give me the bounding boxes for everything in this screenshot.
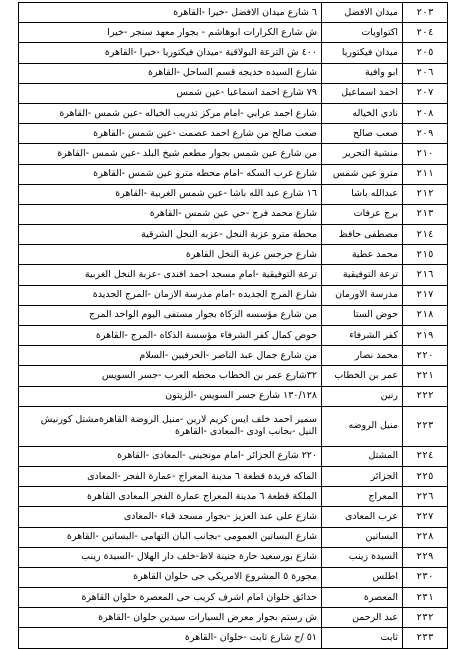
row-number-cell: ٢٢٣ <box>403 406 448 446</box>
address-cell: شارع المرج الجديده -امام مدرسة الازمان -المرج الجديدة <box>19 285 322 305</box>
table-row <box>19 386 448 406</box>
table-row <box>19 184 448 204</box>
row-number-cell: ٢١٩ <box>403 326 448 346</box>
row-number-cell: ٢١٦ <box>403 265 448 285</box>
table-row <box>19 144 448 164</box>
table-row <box>19 245 448 265</box>
branch-name-cell: صعب صالح <box>322 124 403 144</box>
row-number-cell: ٢٢٤ <box>403 446 448 466</box>
branch-name-cell: منيل الروضه <box>322 406 403 446</box>
table-row <box>19 487 448 507</box>
row-number-cell: ٢١١ <box>403 164 448 184</box>
table-row <box>19 124 448 144</box>
row-number-cell: ٢٢٨ <box>403 527 448 547</box>
row-number-cell: ٢١٥ <box>403 245 448 265</box>
branch-name-cell: ترعة التوفيقية <box>322 265 403 285</box>
branch-name-cell: السيدة زينب <box>322 547 403 567</box>
branch-name-cell: كفر الشرفاء <box>322 326 403 346</box>
address-cell: شارع جرجس عزبة النخل القاهرة <box>19 245 322 265</box>
address-cell: محطة مترو عزبة النخل -عزبه النخل الشرقية <box>19 225 322 245</box>
table-row <box>19 466 448 486</box>
table-row <box>19 406 448 446</box>
row-number-cell: ٢٠٤ <box>403 23 448 43</box>
branch-name-cell: عبد الرحمن <box>322 608 403 628</box>
table-row <box>19 164 448 184</box>
address-cell: شارع احمد عرابي -امام مركز تدريب الخياله -عين شمس -القاهرة <box>19 103 322 123</box>
branch-name-cell: عبدالله باشا <box>322 184 403 204</box>
row-number-cell: ٢٠٩ <box>403 124 448 144</box>
table-row <box>19 588 448 608</box>
table-row <box>19 366 448 386</box>
table-row <box>19 63 448 83</box>
branch-name-cell: نادي الخياله <box>322 103 403 123</box>
table-row <box>19 527 448 547</box>
row-number-cell: ٢٠٦ <box>403 63 448 83</box>
table-row <box>19 628 448 648</box>
branch-name-cell: رنين <box>322 386 403 406</box>
branch-name-cell: مصطفى حافظ <box>322 225 403 245</box>
table-row <box>19 446 448 466</box>
branch-name-cell: عرب المعادى <box>322 507 403 527</box>
table-row <box>19 547 448 567</box>
row-number-cell: ٢١٠ <box>403 144 448 164</box>
branch-name-cell: احمد اسماعيل <box>322 83 403 103</box>
address-cell: من شارع مؤسسه الزكاة بجوار مستفى اليوم الواحد المرج <box>19 305 322 325</box>
address-cell: ١٣٠/١٢٨ شارع جسر السويس -الزيتون <box>19 386 322 406</box>
address-cell: ٣٢شارع عمر بن الخطاب محطه العرب -جسر السويس <box>19 366 322 386</box>
address-cell: ٥١ /ح شارع ثابت -حلوان -القاهرة <box>19 628 322 648</box>
address-cell: شارع على عبد العزيز -بجوار مسجد قباء -المعادى <box>19 507 322 527</box>
address-cell: شارع السيده خديجه قسم الساحل -القاهرة <box>19 63 322 83</box>
row-number-cell: ٢٢٠ <box>403 346 448 366</box>
table-row <box>19 83 448 103</box>
branch-name-cell: محمد نصار <box>322 346 403 366</box>
table-row <box>19 3 448 23</box>
branch-name-cell: المعصرة <box>322 588 403 608</box>
address-cell: ٤٠٠ ش الترعة البولاقية -ميدان فيكتوريا -خيرا -القاهرة <box>19 43 322 63</box>
row-number-cell: ٢٠٥ <box>403 43 448 63</box>
table-row <box>19 608 448 628</box>
table-row <box>19 23 448 43</box>
table-row <box>19 103 448 123</box>
row-number-cell: ٢٣٢ <box>403 608 448 628</box>
table-row <box>19 507 448 527</box>
row-number-cell: ٢٢٢ <box>403 386 448 406</box>
address-cell: شارع غرب السكه -امام محطه مترو عين شمس -القاهرة <box>19 164 322 184</box>
branch-name-cell: منشية التحرير <box>322 144 403 164</box>
branch-name-cell: مدرسة الاورمان <box>322 285 403 305</box>
row-number-cell: ٢١٨ <box>403 305 448 325</box>
row-number-cell: ٢٢٩ <box>403 547 448 567</box>
row-number-cell: ٢١٣ <box>403 204 448 224</box>
row-number-cell: ٢١٧ <box>403 285 448 305</box>
row-number-cell: ٢٢٥ <box>403 466 448 486</box>
table-row <box>19 225 448 245</box>
table-row <box>19 204 448 224</box>
branch-name-cell: ابو وافية <box>322 63 403 83</box>
table-row <box>19 305 448 325</box>
row-number-cell: ٢٠٣ <box>403 3 448 23</box>
address-cell: ١٦ شارع عبد الله باشا -عين شمس الغربية -القاهرة <box>19 184 322 204</box>
row-number-cell: ٢٣١ <box>403 588 448 608</box>
address-cell: ٧٩ شارع احمد اسماعيا -عين شمس <box>19 83 322 103</box>
branch-name-cell: المشتل <box>322 446 403 466</box>
address-cell: ٢٢٠ شارع الجزائر -امام مونجينى -المعادى -القاهرة <box>19 446 322 466</box>
table-row <box>19 567 448 587</box>
address-cell: الملكة قطعة ٦ مدينة المعراج عمارة الفجر المعادى القاهرة <box>19 487 322 507</box>
address-cell: من شارع جمال عبد الناصر -الحرفيين -السلام <box>19 346 322 366</box>
row-number-cell: ٢٠٨ <box>403 103 448 123</box>
branch-name-cell: برج عرفات <box>322 204 403 224</box>
table-row <box>19 326 448 346</box>
branch-name-cell: اكتواويات <box>322 23 403 43</box>
branch-name-cell: الجزائر <box>322 466 403 486</box>
branch-name-cell: المعراج <box>322 487 403 507</box>
branch-name-cell: ميدان فيكتوريا <box>322 43 403 63</box>
row-number-cell: ٢١٢ <box>403 184 448 204</box>
table-row <box>19 43 448 63</box>
address-cell: سمير احمد خلف ايس كريم لارين -منيل الروضة القاهرةمشتل كورنيش النيل -بجانب اودى -المعادى -القاهرة <box>19 406 322 446</box>
address-cell: ٦ شارع ميدان الافضل -خيرا -القاهرة <box>19 3 322 23</box>
address-cell: ش شارع الكرارات ابوهاشم - بجوار معهد سنجر -خيرا <box>19 23 322 43</box>
address-cell: ترعة التوفيقية -امام مسجد احمد افندى -عزبة النخل الغربية <box>19 265 322 285</box>
table-row <box>19 265 448 285</box>
branch-name-cell: حوض الستا <box>322 305 403 325</box>
branch-name-cell: عمر بن الخطاب <box>322 366 403 386</box>
address-cell: الماكه فريدة قطعة ٦ مدينة المعراج -عمارة الفجر -المعادى <box>19 466 322 486</box>
row-number-cell: ٢٣٣ <box>403 628 448 648</box>
table-row <box>19 346 448 366</box>
address-cell: شارع بورسعيد حارة جنينة لاظ-خلف دار الهلال -السيدة زينب <box>19 547 322 567</box>
row-number-cell: ٢٠٧ <box>403 83 448 103</box>
row-number-cell: ٢٢٦ <box>403 487 448 507</box>
address-cell: شارع محمد فرج -حي عين شمس -القاهرة <box>19 204 322 224</box>
branch-name-cell: محمد عطية <box>322 245 403 265</box>
branch-name-cell: ميدان الافضل <box>322 3 403 23</box>
address-cell: شارع البساتين العمومى -بجانب البان التهامى -البساتين -القاهرة <box>19 527 322 547</box>
branch-table <box>18 2 448 649</box>
branch-name-cell: مترو عين شمس <box>322 164 403 184</box>
row-number-cell: ٢٢٧ <box>403 507 448 527</box>
address-cell: من شارع عين شمس بجوار مطعم شيخ البلد -عين شمس -القاهرة <box>19 144 322 164</box>
row-number-cell: ٢١٤ <box>403 225 448 245</box>
branch-name-cell: البساتين <box>322 527 403 547</box>
address-cell: حدائق حلوان امام اشرف كريب حى المعصرة حلوان القاهرة <box>19 588 322 608</box>
row-number-cell: ٢٣٠ <box>403 567 448 587</box>
address-cell: حوض كمال كفر الشرفاء مؤسسة الذكاه -المرج -القاهرة <box>19 326 322 346</box>
address-cell: ش رستم بجوار معرض السيارات سيدين حلوان -القاهرة <box>19 608 322 628</box>
branch-name-cell: ثابت <box>322 628 403 648</box>
row-number-cell: ٢٢١ <box>403 366 448 386</box>
table-row <box>19 285 448 305</box>
address-cell: مجورة ٥ المشروع الامريكى حى حلوان القاهرة <box>19 567 322 587</box>
address-cell: صعب صالح من شارع احمد عصمت -عين شمس -القاهرة <box>19 124 322 144</box>
branch-name-cell: اطلس <box>322 567 403 587</box>
